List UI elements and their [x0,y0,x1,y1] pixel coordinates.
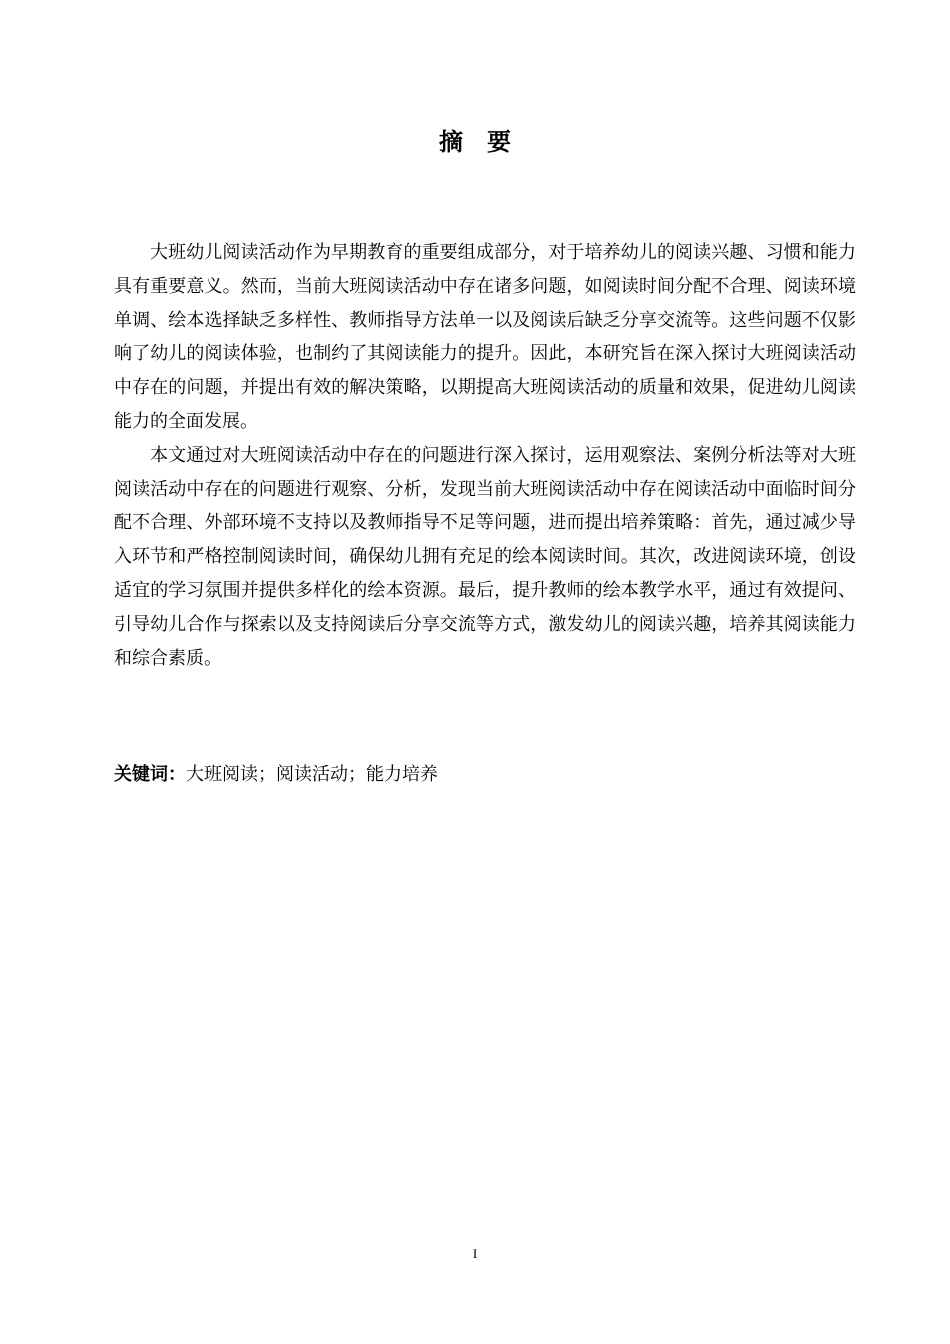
abstract-paragraph-2: 本文通过对大班阅读活动中存在的问题进行深入探讨，运用观察法、案例分析法等对大班阅读活动中存在的问题进行观察、分析，发现当前大班阅读活动中存在阅读活动中面临时间分配不合理、外部环境不支持以及教师指导不足等问题，进而提出培养策略：首先，通过减少导入环节和严格控制阅读时间，确保幼儿拥有充足的绘本阅读时间。其次，改进阅读环境，创设适宜的学习氛围并提供多样化的绘本资源。最后，提升教师的绘本教学水平，通过有效提问、引导幼儿合作与探索以及支持阅读后分享交流等方式，激发幼儿的阅读兴趣，培养其阅读能力和综合素质。 [114,444,856,669]
keywords-value: 大班阅读；阅读活动；能力培养 [186,764,438,785]
abstract-body [114,236,856,675]
abstract-paragraph-1: 大班幼儿阅读活动作为早期教育的重要组成部分，对于培养幼儿的阅读兴趣、习惯和能力具有重要意义。然而，当前大班阅读活动中存在诸多问题，如阅读时间分配不合理、阅读环境单调、绘本选择缺乏多样性、教师指导方法单一以及阅读后缺乏分享交流等。这些问题不仅影响了幼儿的阅读体验，也制约了其阅读能力的提升。因此，本研究旨在深入探讨大班阅读活动中存在的问题，并提出有效的解决策略，以期提高大班阅读活动的质量和效果，促进幼儿阅读能力的全面发展。 [114,242,856,432]
keywords-label: 关键词： [114,764,186,785]
keywords-line [114,758,856,791]
abstract-title: 摘要 [439,128,535,156]
page-number: I [472,1246,478,1261]
